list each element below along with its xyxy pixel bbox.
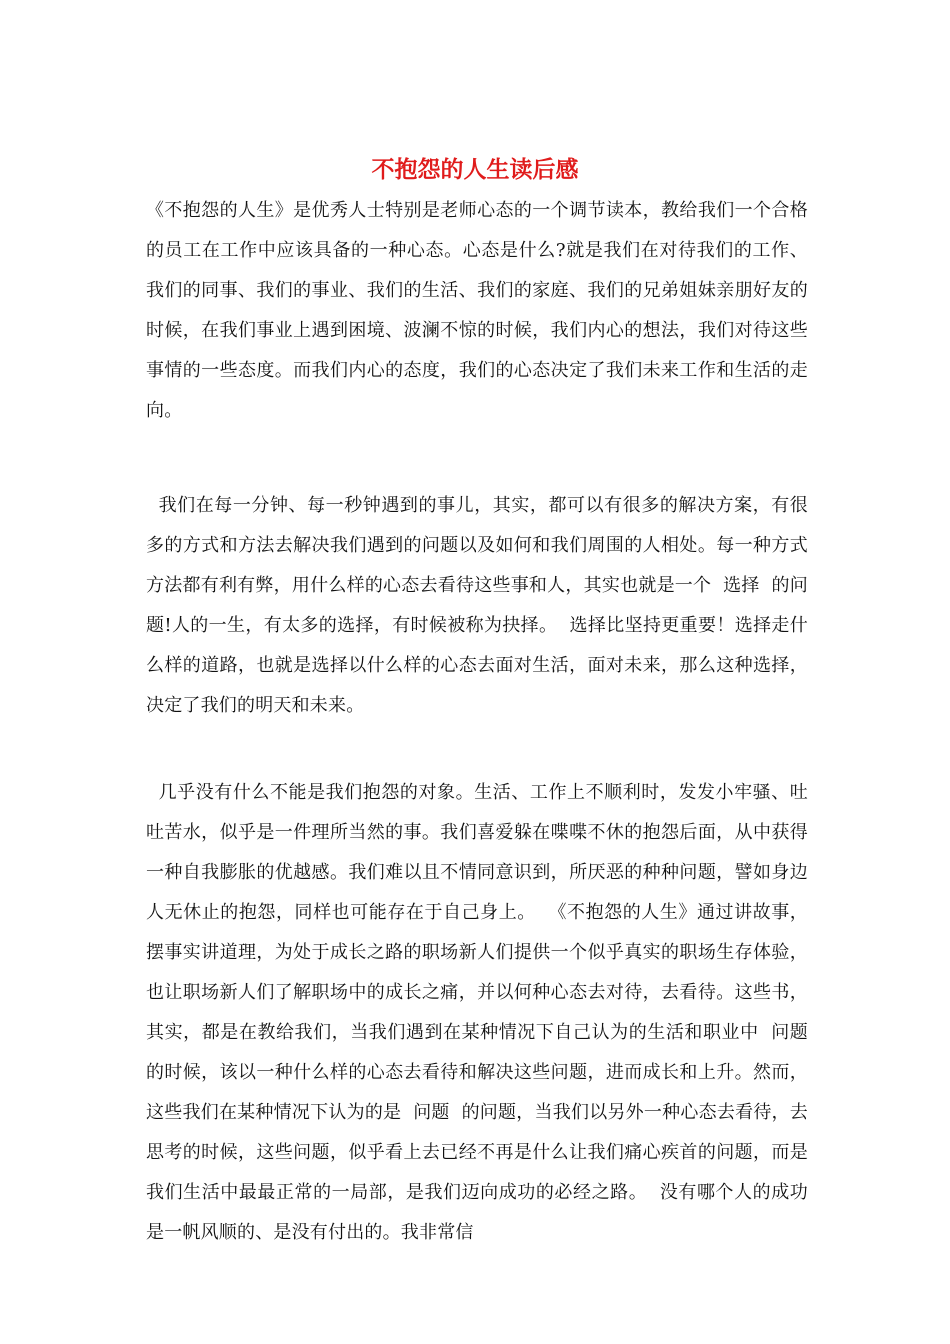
paragraph-3: 几乎没有什么不能是我们抱怨的对象。生活、工作上不顺利时，发发小牢骚、吐吐苦水，似乎是一件理所当然的事。我们喜爱躲在喋喋不休的抱怨后面，从中获得一种自我膨胀的优越感。我们难以且不情同意识到，所厌恶的种种问题，譬如身边人无休止的抱怨，同样也可能存在于自己身上。 《不抱怨的人生》通过讲故事，摆事实讲道理，为处于成长之路的职场新人们提供一个似乎真实的职场生存体验，也让职场新人们了解职场中的成长之痛，并以何种心态去对待，去看待。这些书，其实，都是在教给我们，当我们遇到在某种情况下自己认为的生活和职业中 问题 的时候，该以一种什么样的心态去看待和解决这些问题，进而成长和上升。然而，这些我们在某种情况下认为的是 问题 的问题，当我们以另外一种心态去看待，去思考的时候，这些问题，似乎看上去已经不再是什么让我们痛心疾首的问题，而是我们生活中最最正常的一局部，是我们迈向成功的必经之路。 没有哪个人的成功是一帆风顺的、是没有付出的。我非常信 — [146, 782, 820, 1243]
document-title: 不抱怨的人生读后感 — [371, 156, 579, 183]
paragraph-2: 我们在每一分钟、每一秒钟遇到的事儿，其实，都可以有很多的解决方案，有很多的方式和方法去解决我们遇到的问题以及如何和我们周围的人相处。每一种方式方法都有利有弊，用什么样的心态去看待这些事和人，其实也就是一个 选择 的问题!人的一生，有太多的选择，有时候被称为抉择。 选择比坚持更重要！选择走什么样的道路，也就是选择以什么样的心态去面对生活，面对未来，那么这种选择，决定了我们的明天和未来。 — [146, 495, 808, 716]
paragraph-1: 《不抱怨的人生》是优秀人士特别是老师心态的一个调节读本，教给我们一个合格的员工在工作中应该具备的一种心态。心态是什么?就是我们在对待我们的工作、我们的同事、我们的事业、我们的生活、我们的家庭、我们的兄弟姐妹亲朋好友的时候，在我们事业上遇到困境、波澜不惊的时候，我们内心的想法，我们对待这些事情的一些态度。而我们内心的态度，我们的心态决定了我们未来工作和生活的走向。 — [146, 200, 808, 421]
